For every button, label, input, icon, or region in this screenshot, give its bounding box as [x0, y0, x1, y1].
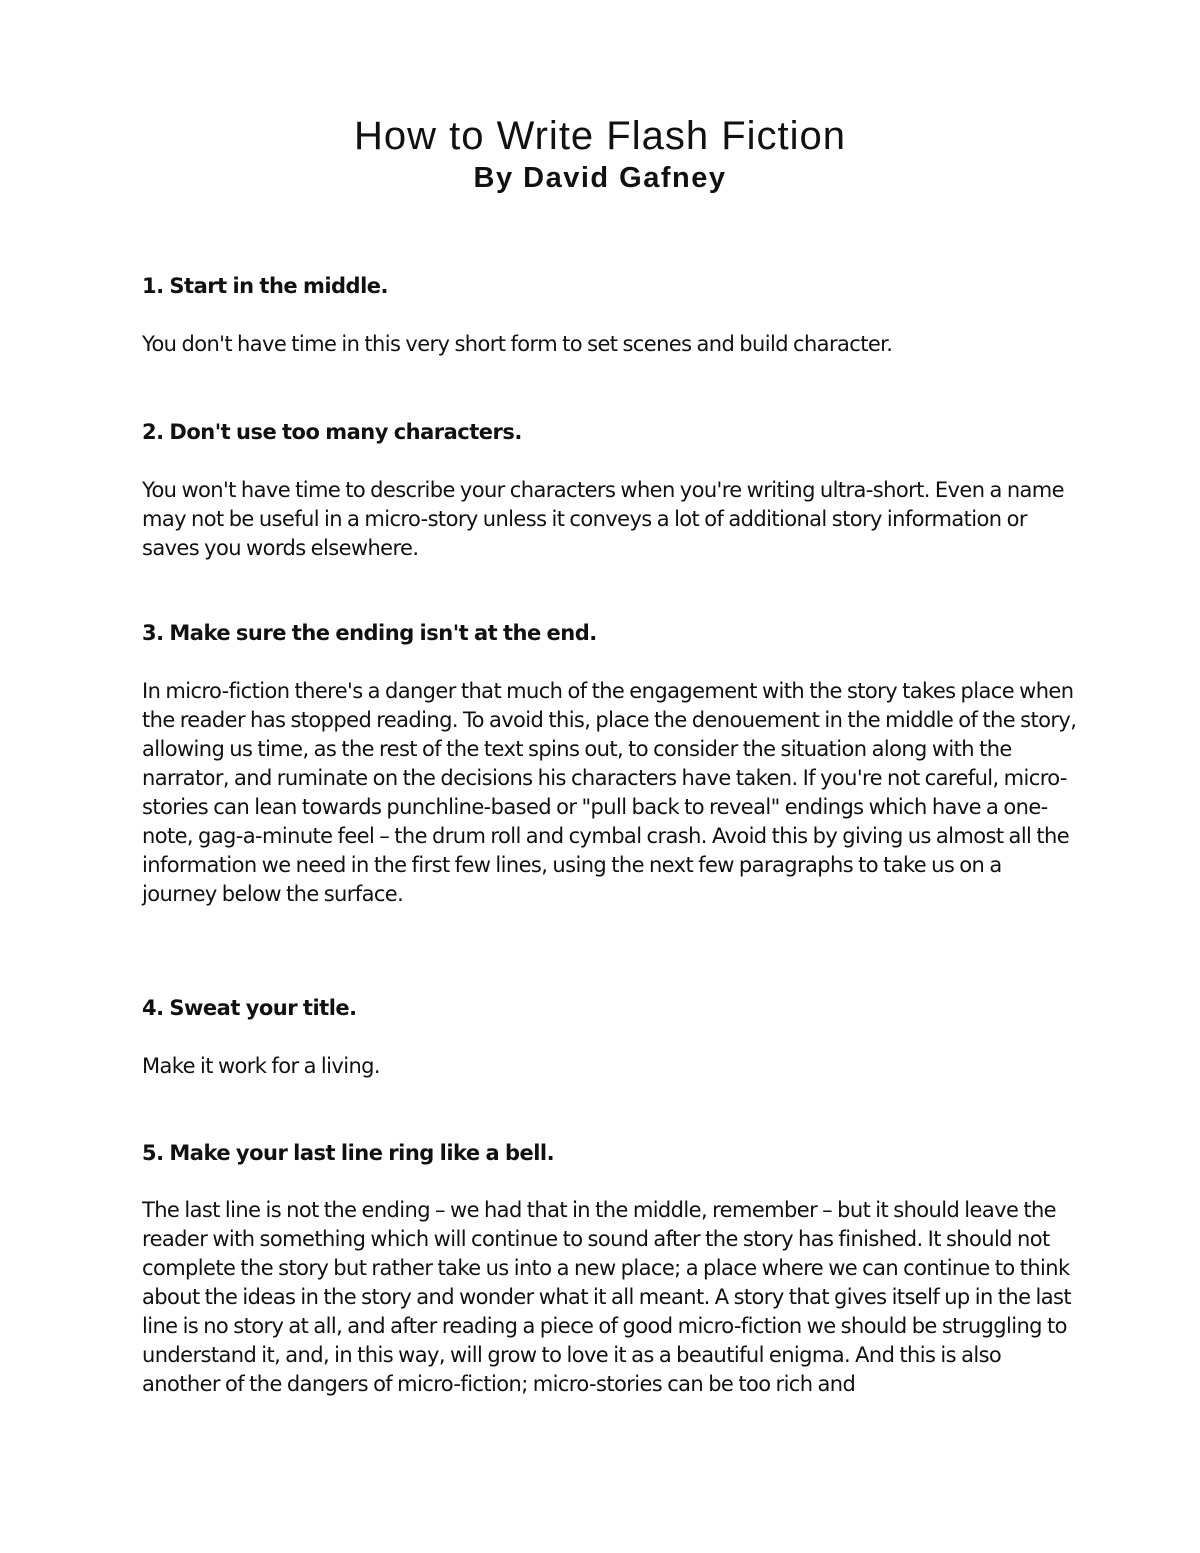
section-5-body: The last line is not the ending – we had that in the middle, remember – but it should leave the reader with something which will continue to sound after the story has finished. It should not complete the story but rather take us into a new place; a place where we can continue to think about the ideas in the story and wonder what it all meant. A story that gives itself up in the last line is no story at all, and after reading a piece of good micro-fiction we should be struggling to understand it, and, in this way, will grow to love it as a beautiful enigma. And this is also another of the dangers of micro-fiction; micro-stories can be too rich and	[142, 1198, 1071, 1396]
title-block	[0, 112, 1200, 196]
document-author: By David Gafney	[473, 162, 727, 194]
section-4-heading: 4. Sweat your title.	[142, 996, 357, 1020]
section-1-body: You don't have time in this very short form to set scenes and build character.	[142, 332, 893, 356]
document-title: How to Write Flash Fiction	[353, 114, 847, 158]
section-3-heading: 3. Make sure the ending isn't at the end.	[142, 621, 597, 645]
section-2-body: You won't have time to describe your characters when you're writing ultra-short. Even a name may not be useful in a micro-story unless it conveys a lot of additional story information or saves you words elsewhere.	[142, 478, 1064, 560]
section-3-body: In micro-fiction there's a danger that much of the engagement with the story takes place when the reader has stopped reading. To avoid this, place the denouement in the middle of the story, allowing us time, as the rest of the text spins out, to consider the situation along with the narrator, and ruminate on the decisions his characters have taken. If you're not careful, micro-stories can lean towards punchline-based or "pull back to reveal" endings which have a one-note, gag-a-minute feel – the drum roll and cymbal crash. Avoid this by giving us almost all the information we need in the first few lines, using the next few paragraphs to take us on a journey below the surface.	[142, 679, 1077, 906]
section-5-heading: 5. Make your last line ring like a bell.	[142, 1141, 555, 1165]
section-1-heading: 1. Start in the middle.	[142, 274, 389, 298]
section-2-heading: 2. Don't use too many characters.	[142, 420, 522, 444]
section-4-body: Make it work for a living.	[142, 1054, 380, 1078]
